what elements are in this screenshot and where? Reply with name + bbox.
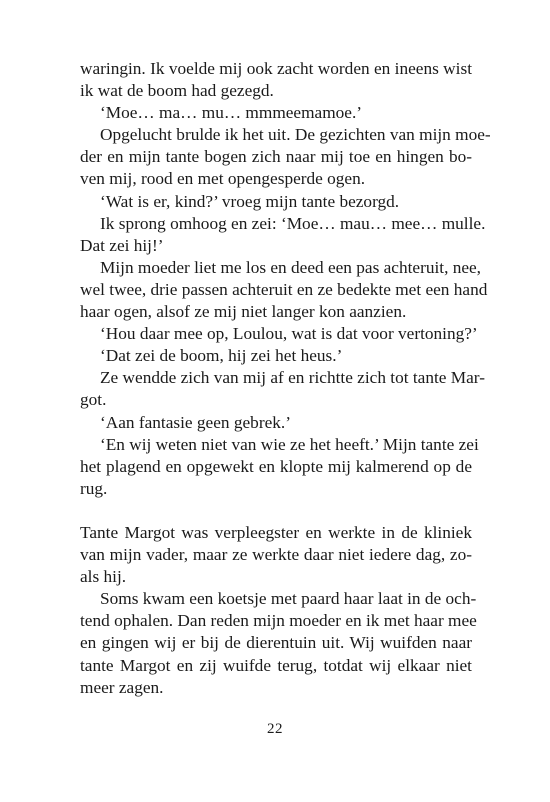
text-line: Mijn moeder liet me los en deed een pas achteruit, nee, [100,257,482,277]
text-line: Dat zei hij!’ [80,235,164,255]
text-line: als hij. [80,567,127,587]
paragraph [80,367,485,411]
section-break [80,500,472,522]
text-line: en gingen wij er bij de dierentuin uit. Wij wuifden naar [80,633,472,653]
paragraph [80,257,488,323]
text-line: ik wat de boom had gezegd. [80,81,274,101]
text-line: tend ophalen. Dan reden mijn moeder en ik met haar mee [80,611,477,631]
text-line: waringin. Ik voelde mij ook zacht worden en ineens wist [80,59,472,78]
paragraph [80,213,486,257]
text-line: ‘Hou daar mee op, Loulou, wat is dat voor vertoning?’ [100,324,478,344]
text-line: Ze wendde zich van mij af en richtte zich tot tante Mar- [100,368,485,388]
text-line: haar ogen, alsof ze mij niet langer kon aanzien. [80,302,407,322]
text-line: Soms kwam een koetsje met paard haar laat in de och- [100,589,477,609]
page-number: 22 [267,721,283,737]
paragraph [80,522,472,588]
text-line: ven mij, rood en met opengesperde ogen. [80,169,366,189]
paragraph [80,345,472,367]
text-line: got. [80,390,107,410]
paragraph [80,434,479,500]
text-line: Opgelucht brulde ik het uit. De gezichten van mijn moe- [100,125,491,145]
text-line: ‘Aan fantasie geen gebrek.’ [100,412,291,432]
paragraph [80,58,472,102]
text-line: meer zagen. [80,677,164,697]
text-line: Ik sprong omhoog en zei: ‘Moe… mau… mee… mulle. [100,213,486,233]
text-line: der en mijn tante bogen zich naar mij toe en hingen bo- [80,147,472,167]
text-line: ‘En wij weten niet van wie ze het heeft.’ Mijn tante zei [100,434,479,454]
paragraph [80,124,491,190]
paragraph [80,588,477,698]
text-line: het plagend en opgewekt en klopte mij kalmerend op de [80,456,472,476]
paragraph [80,412,472,434]
text-line: ‘Wat is er, kind?’ vroeg mijn tante bezorgd. [100,191,400,211]
paragraph [80,191,472,213]
text-line: ‘Moe… ma… mu… mmmeemamoe.’ [100,103,363,123]
text-line: tante Margot en zij wuifde terug, totdat wij elkaar niet [80,655,472,675]
text-line: Tante Margot was verpleegster en werkte in de kliniek [80,522,472,542]
text-line: wel twee, drie passen achteruit en ze bedekte met een hand [80,279,488,299]
paragraph [80,102,472,124]
text-line: ‘Dat zei de boom, hij zei het heus.’ [100,346,343,366]
page-text [80,58,491,699]
paragraph [80,323,478,345]
text-line: rug. [80,478,108,498]
text-line: van mijn vader, maar ze werkte daar niet iedere dag, zo- [80,545,472,565]
